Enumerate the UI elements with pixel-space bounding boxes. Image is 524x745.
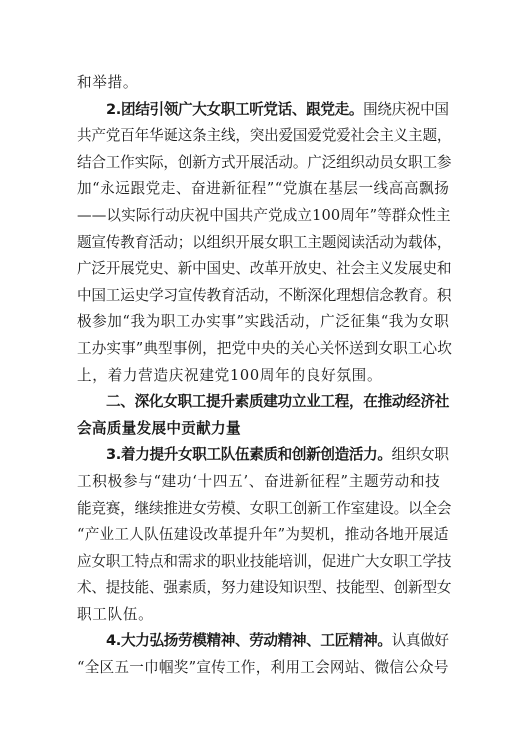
paragraph-line — [77, 496, 452, 523]
section-heading-line: 二、深化女职工提升素质建功立业工程，在推动经济社 — [106, 393, 450, 411]
paragraph-line — [77, 176, 452, 203]
paragraph-line — [77, 549, 452, 576]
paragraph-line — [77, 150, 452, 177]
document-page — [77, 70, 452, 682]
body-text: 极参加“我为职工办实事”实践活动，广泛征集“我为女职 — [77, 313, 450, 331]
item-lead-text: 3.着力提升女职工队伍素质和创新创造活力。 — [106, 446, 392, 464]
body-text: 能竞赛，继续推进女劳模、女职工创新工作室建设。以全会 — [77, 499, 452, 517]
paragraph-line — [77, 469, 452, 496]
body-text: 加“永远跟党走、奋进新征程”“党旗在基层一线高高飘扬 — [77, 180, 450, 198]
body-text: 题宣传教育活动；以组织开展女职工主题阅读活动为载体， — [77, 233, 452, 251]
paragraph-line — [77, 230, 452, 257]
body-text: 结合工作实际，创新方式开展活动。广泛组织动员女职工参 — [77, 153, 452, 171]
body-text: 术、提技能、强素质，努力建设知识型、技能型、创新型女 — [77, 579, 452, 597]
paragraph-line — [77, 336, 452, 363]
body-text: 组织女职 — [391, 446, 449, 464]
body-text: 认真做好 — [391, 632, 449, 650]
paragraph-line — [77, 97, 452, 124]
body-text: 职工队伍。 — [77, 605, 154, 623]
paragraph-line — [77, 70, 452, 97]
paragraph-line — [77, 203, 452, 230]
paragraph-line — [77, 363, 452, 390]
body-text: 共产党百年华诞这条主线，突出爱国爱党爱社会主义主题， — [77, 127, 452, 145]
paragraph-line — [77, 309, 452, 336]
body-text: 中国工运史学习宣传教育活动，不断深化理想信念教育。积 — [77, 286, 452, 304]
paragraph-line — [77, 522, 452, 549]
body-text: “全区五一巾帼奖”宣传工作，利用工会网站、微信公众号 — [77, 659, 449, 677]
section-heading-line: 会高质量发展中贡献力量 — [77, 419, 241, 437]
item-lead-text: 2.团结引领广大女职工听党话、跟党走。 — [106, 100, 364, 118]
paragraph-line — [77, 442, 452, 469]
paragraph-line — [77, 575, 452, 602]
paragraph-line — [77, 602, 452, 629]
body-text: 和举措。 — [77, 74, 139, 91]
paragraph-line — [77, 123, 452, 150]
paragraph-line — [77, 256, 452, 283]
body-text: 工办实事”典型事例，把党中央的关心关怀送到女职工心坎 — [77, 339, 452, 357]
body-text: 应女职工特点和需求的职业技能培训，促进广大女职工学技 — [77, 552, 452, 570]
body-text: 围绕庆祝中国 — [363, 100, 449, 118]
item-lead-text: 4.大力弘扬劳模精神、劳动精神、工匠精神。 — [106, 632, 392, 650]
paragraph-line — [77, 283, 452, 310]
body-text: 广泛开展党史、新中国史、改革开放史、社会主义发展史和 — [77, 260, 452, 278]
body-text: 上，着力营造庆祝建党100周年的良好氛围。 — [77, 366, 383, 384]
body-text: “产业工人队伍建设改革提升年”为契机，推动各地开展适 — [77, 526, 449, 544]
paragraph-line — [77, 628, 452, 655]
body-text: 工积极参与“建功‘十四五’、奋进新征程”主题劳动和技 — [77, 472, 441, 490]
paragraph-line — [77, 655, 452, 682]
body-text: ——以实际行动庆祝中国共产党成立100周年”等群众性主 — [77, 206, 451, 224]
